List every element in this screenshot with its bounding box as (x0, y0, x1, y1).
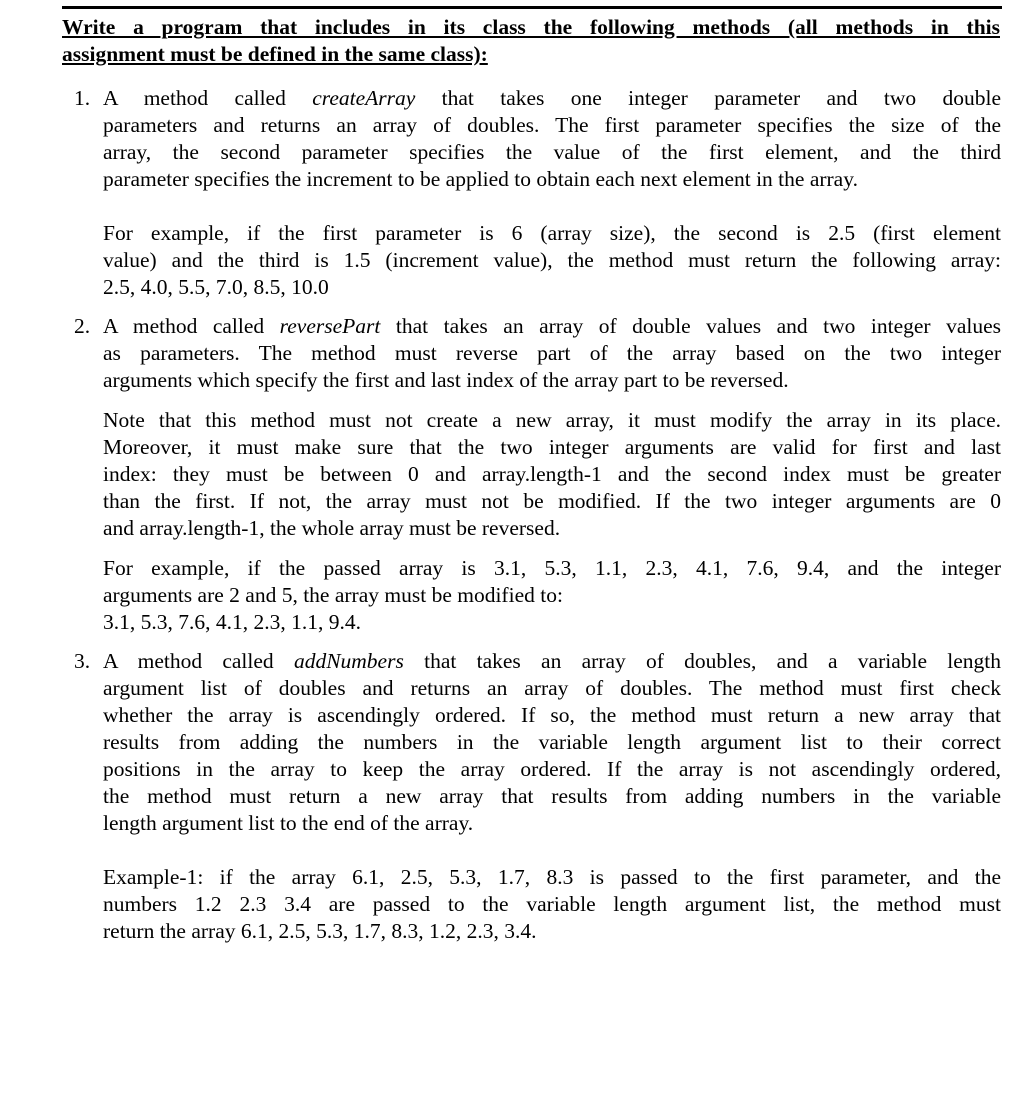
assignment-document (62, 14, 1000, 945)
text-line: index: they must be between 0 and array.length-1 and the second index must be greater (103, 462, 1001, 486)
method-name: reversePart (279, 314, 381, 338)
text-line: arguments are 2 and 5, the array must be modified to: (103, 583, 563, 607)
method-name: createArray (312, 86, 416, 110)
text-line: the method must return a new array that results from adding numbers in the variable (103, 784, 1001, 808)
text-line: A method called reversePart that takes an array of double values and two integer values (103, 314, 1002, 338)
text-line: Moreover, it must make sure that the two integer arguments are valid for first and last (103, 435, 1001, 459)
list-item (62, 85, 1001, 301)
item-number: 1. (74, 86, 91, 110)
text-line: parameters and returns an array of doubles. The first parameter specifies the size of the (103, 113, 1001, 137)
top-rule (62, 6, 1002, 9)
text-line: whether the array is ascendingly ordered. If so, the method must return a new array that (103, 703, 1001, 727)
text-line: Note that this method must not create a new array, it must modify the array in its place. (103, 408, 1001, 432)
item-number: 3. (74, 649, 91, 673)
item-description (103, 313, 1001, 394)
text-line: than the first. If not, the array must not be modified. If the two integer arguments are 0 (103, 489, 1001, 513)
text-line: positions in the array to keep the array ordered. If the array is not ascendingly ordered, (103, 757, 1001, 781)
list-item (62, 313, 1001, 636)
text-line: numbers 1.2 2.3 3.4 are passed to the variable length argument list, the method must (103, 892, 1001, 916)
text-line: parameter specifies the increment to be applied to obtain each next element in the array. (103, 167, 858, 191)
text-line: value) and the third is 1.5 (increment value), the method must return the following array: (103, 248, 1001, 272)
text-line: For example, if the first parameter is 6 (array size), the second is 2.5 (first element (103, 221, 1001, 245)
text-line: results from adding the numbers in the variable length argument list to their correct (103, 730, 1001, 754)
item-description (103, 85, 1001, 193)
heading-line-2: assignment must be defined in the same class): (62, 42, 488, 66)
text-line: For example, if the passed array is 3.1, 5.3, 1.1, 2.3, 4.1, 7.6, 9.4, and the integer (103, 556, 1001, 580)
text-line: A method called addNumbers that takes an array of doubles, and a variable length (103, 649, 1002, 673)
text-line: as parameters. The method must reverse part of the array based on the two integer (103, 341, 1001, 365)
method-list (62, 85, 1000, 945)
item-number: 2. (74, 314, 91, 338)
text-line: and array.length-1, the whole array must be reversed. (103, 516, 561, 540)
text-line: Example-1: if the array 6.1, 2.5, 5.3, 1.7, 8.3 is passed to the first parameter, and the (103, 865, 1001, 889)
text-line: 3.1, 5.3, 7.6, 4.1, 2.3, 1.1, 9.4. (103, 610, 361, 634)
item-example (103, 864, 1001, 945)
text-line: 2.5, 4.0, 5.5, 7.0, 8.5, 10.0 (103, 275, 329, 299)
heading-line-1: Write a program that includes in its class the following methods (all methods in this (62, 15, 1000, 39)
text-line: arguments which specify the first and last index of the array part to be reversed. (103, 368, 789, 392)
item-description (103, 648, 1001, 837)
list-item (62, 648, 1001, 945)
text-line: argument list of doubles and returns an array of doubles. The method must first check (103, 676, 1001, 700)
item-note (103, 407, 1001, 542)
text-line: length argument list to the end of the array. (103, 811, 474, 835)
text-line: A method called createArray that takes one integer parameter and two double (103, 86, 1001, 110)
text-line: return the array 6.1, 2.5, 5.3, 1.7, 8.3, 1.2, 2.3, 3.4. (103, 919, 537, 943)
assignment-heading (62, 14, 1000, 68)
method-name: addNumbers (293, 649, 404, 673)
item-example (103, 220, 1001, 301)
item-example (103, 555, 1001, 636)
text-line: array, the second parameter specifies the value of the first element, and the third (103, 140, 1001, 164)
